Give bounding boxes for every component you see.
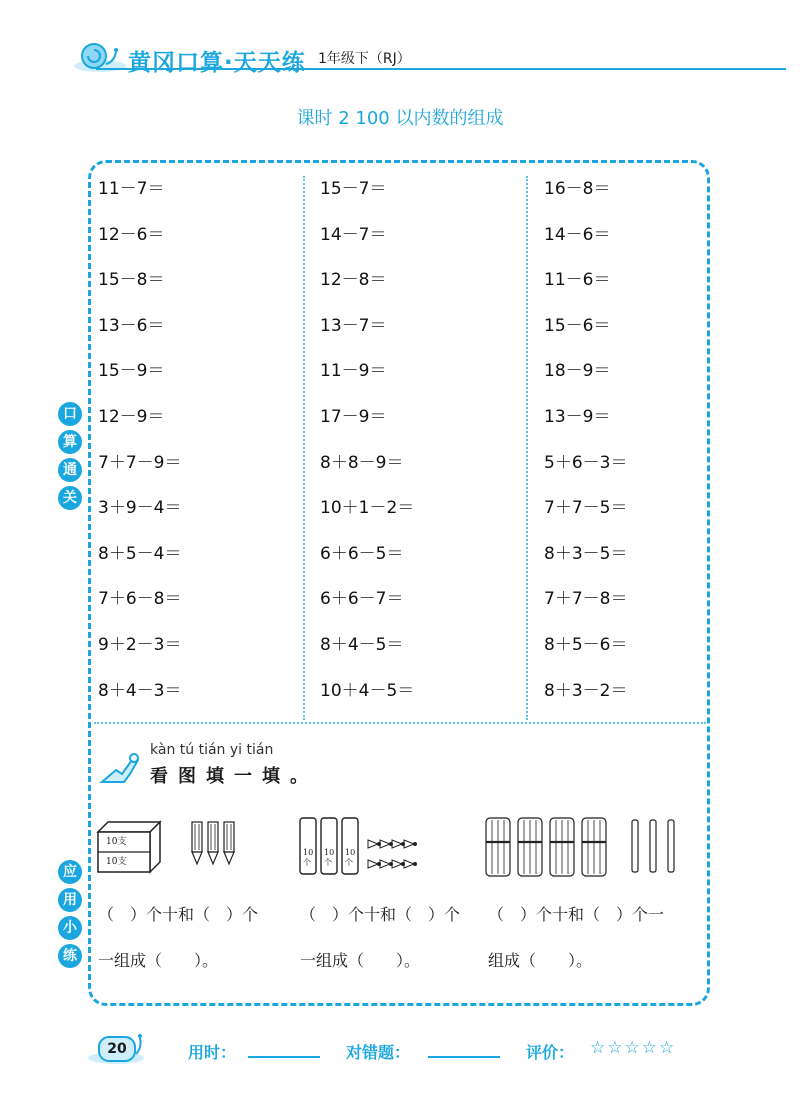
problem-col3-2[interactable]: 14－6＝ — [544, 224, 611, 245]
problem-col3-7[interactable]: 5＋6－3＝ — [544, 452, 628, 473]
correct-label: 对错题： — [346, 1043, 411, 1062]
problem-col1-8[interactable]: 3＋9－4＝ — [98, 498, 182, 519]
problem-col3-6[interactable]: 13－9＝ — [544, 407, 611, 427]
side-label-calc — [58, 402, 84, 514]
fill-blank-2-line1[interactable]: （ ）个十和（ ）个 — [300, 905, 461, 924]
problem-col1-9[interactable]: 8＋5－4＝ — [98, 543, 182, 564]
problem-col1-11[interactable]: 9＋2－3＝ — [98, 635, 182, 655]
fill-blank-3-line1[interactable]: （ ）个十和（ ）个一 — [488, 905, 665, 924]
problem-col1-4[interactable]: 13－6＝ — [98, 315, 165, 336]
header-rule — [96, 68, 786, 70]
pointing-hand-icon — [98, 752, 142, 788]
problem-col1-3[interactable]: 15－8＝ — [98, 270, 165, 291]
shuttlecock-tubes-icon — [298, 814, 364, 878]
page-number: 20 — [98, 1036, 136, 1062]
problem-col2-6[interactable]: 17－9＝ — [320, 407, 387, 427]
problem-col2-5[interactable]: 11－9＝ — [320, 361, 387, 382]
section-divider — [94, 722, 706, 724]
pencils-icon — [188, 818, 240, 868]
problem-col3-3[interactable]: 11－6＝ — [544, 270, 611, 291]
problem-col2-3[interactable]: 12－8＝ — [320, 270, 387, 291]
task-title: 看图填一填。 — [150, 766, 318, 787]
problem-col2-8[interactable]: 10＋1－2＝ — [320, 498, 415, 519]
problem-col3-1[interactable]: 16－8＝ — [544, 179, 611, 199]
box-label: 10支 — [106, 837, 127, 847]
side-label-apply — [58, 860, 84, 972]
problem-col3-11[interactable]: 8＋5－6＝ — [544, 635, 628, 655]
column-divider — [526, 176, 528, 720]
grade-label: 1年级下（RJ） — [318, 51, 411, 67]
box-label: 10支 — [106, 857, 127, 867]
fill-blank-1-line1[interactable]: （ ）个十和（ ）个 — [98, 905, 259, 924]
problem-col2-4[interactable]: 13－7＝ — [320, 315, 387, 336]
rating-stars[interactable]: ☆☆☆☆☆ — [590, 1038, 677, 1058]
problem-col1-2[interactable]: 12－6＝ — [98, 224, 165, 245]
problem-col2-12[interactable]: 10＋4－5＝ — [320, 680, 415, 701]
fill-blank-3-line2[interactable]: 组成（ ）。 — [488, 951, 593, 970]
problem-col3-5[interactable]: 18－9＝ — [544, 361, 611, 382]
side-char: 通 — [58, 458, 82, 482]
stick-bundles-icon — [484, 814, 614, 880]
problem-col3-8[interactable]: 7＋7－5＝ — [544, 498, 628, 519]
tube-label: 10个 — [324, 848, 335, 867]
lesson-title: 课时 2 100 以内数的组成 — [296, 108, 504, 129]
problem-col1-10[interactable]: 7＋6－8＝ — [98, 589, 182, 610]
side-char: 关 — [58, 486, 82, 510]
side-char: 练 — [58, 944, 82, 968]
problem-col3-10[interactable]: 7＋7－8＝ — [544, 589, 628, 610]
tube-label: 10个 — [345, 848, 356, 867]
problem-col2-11[interactable]: 8＋4－5＝ — [320, 635, 404, 655]
brand-title: 黄冈口算·天天练 — [128, 50, 306, 76]
fill-blank-2-line2[interactable]: 一组成（ ）。 — [300, 951, 421, 970]
problem-col2-7[interactable]: 8＋8－9＝ — [320, 452, 404, 473]
single-sticks-icon — [628, 816, 680, 876]
problem-col1-1[interactable]: 11－7＝ — [98, 179, 165, 199]
problem-col1-12[interactable]: 8＋4－3＝ — [98, 680, 182, 701]
task-pinyin: kàn tú tián yi tián — [150, 742, 274, 758]
problem-col1-5[interactable]: 15－9＝ — [98, 361, 165, 382]
side-char: 算 — [58, 430, 82, 454]
problem-col1-7[interactable]: 7＋7－9＝ — [98, 452, 182, 473]
exercise-frame — [88, 160, 710, 1006]
correct-blank[interactable] — [428, 1056, 500, 1058]
shuttlecocks-icon — [366, 836, 424, 876]
problem-col3-9[interactable]: 8＋3－5＝ — [544, 543, 628, 564]
problem-col2-10[interactable]: 6＋6－7＝ — [320, 589, 404, 610]
side-char: 应 — [58, 860, 82, 884]
fill-blank-1-line2[interactable]: 一组成（ ）。 — [98, 951, 219, 970]
time-blank[interactable] — [248, 1056, 320, 1058]
problem-col2-9[interactable]: 6＋6－5＝ — [320, 543, 404, 564]
problem-col1-6[interactable]: 12－9＝ — [98, 407, 165, 427]
problem-col2-1[interactable]: 15－7＝ — [320, 179, 387, 199]
side-char: 小 — [58, 916, 82, 940]
column-divider — [303, 176, 305, 720]
problem-col3-12[interactable]: 8＋3－2＝ — [544, 680, 628, 701]
rating-label: 评价： — [526, 1043, 575, 1062]
time-label: 用时： — [188, 1043, 237, 1062]
tube-label: 10个 — [303, 848, 314, 867]
side-char: 口 — [58, 402, 82, 426]
side-char: 用 — [58, 888, 82, 912]
problem-col3-4[interactable]: 15－6＝ — [544, 315, 611, 336]
problem-col2-2[interactable]: 14－7＝ — [320, 224, 387, 245]
